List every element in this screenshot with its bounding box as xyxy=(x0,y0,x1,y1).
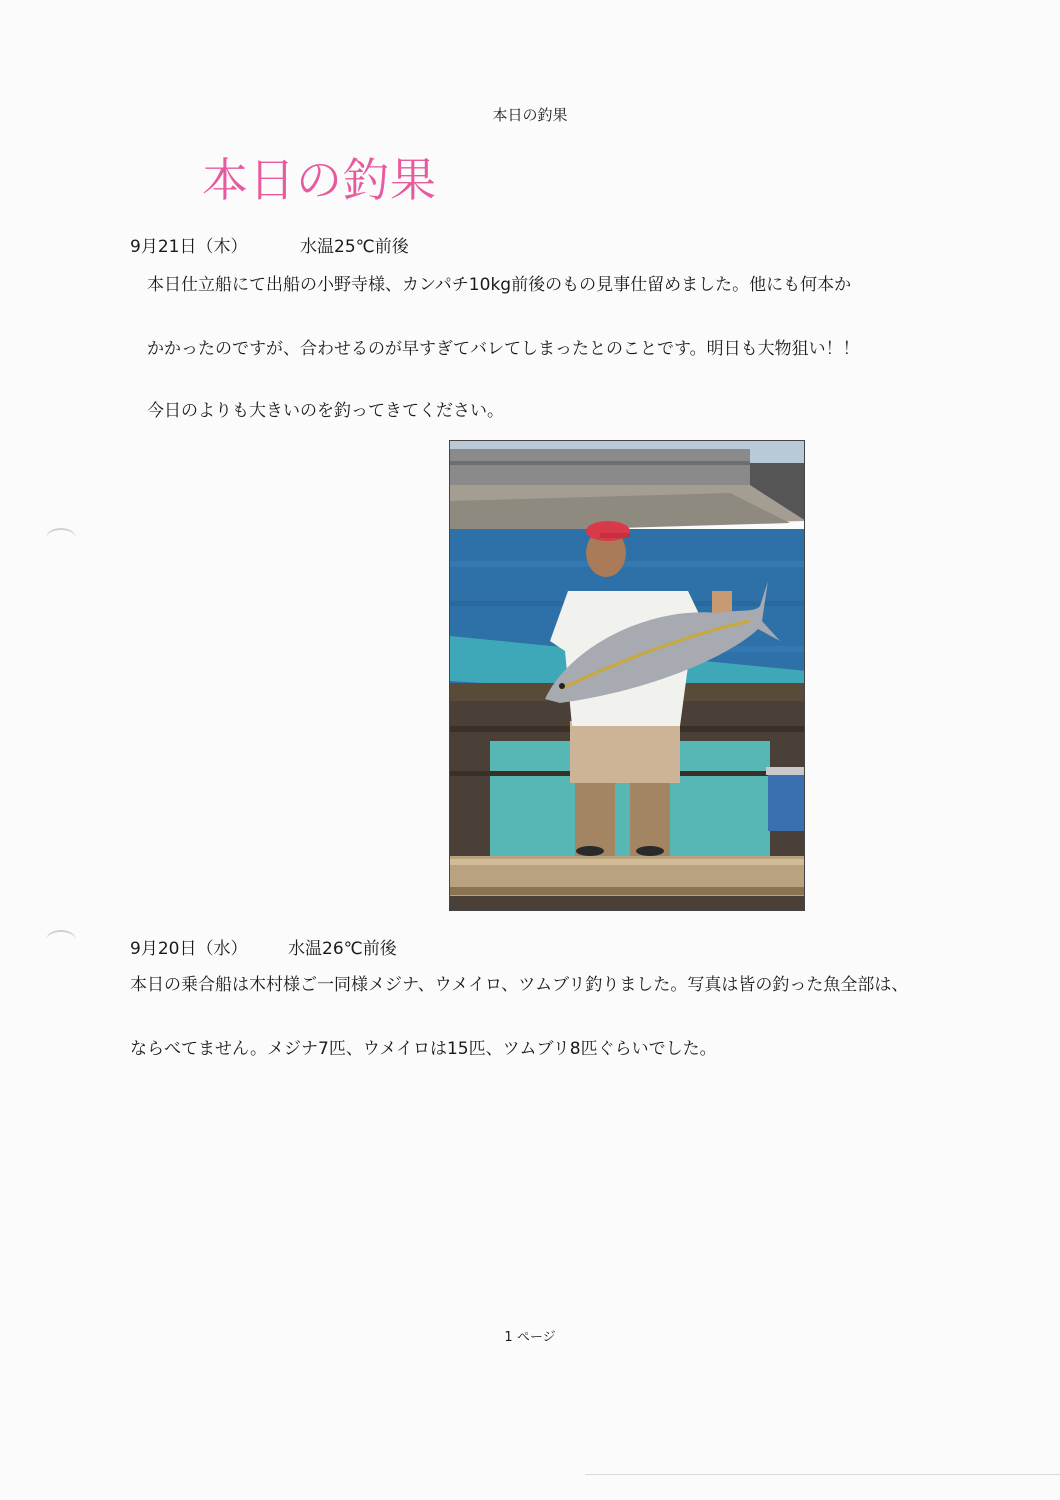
fishing-photo xyxy=(449,440,805,911)
entry-water-temp: 水温25℃前後 xyxy=(300,237,409,257)
entry-paragraph: 本日の乗合船は木村様ご一同様メジナ、ウメイロ、ツムブリ釣りました。写真は皆の釣った魚全部は、 xyxy=(130,975,909,995)
running-header: 本日の釣果 xyxy=(492,106,568,124)
punch-hole-mark xyxy=(46,930,76,950)
entry-paragraph: 本日仕立船にて出船の小野寺様、カンパチ10kg前後のもの見事仕留めました。他にも何本か xyxy=(147,275,852,295)
page-number: 1 ページ xyxy=(504,1330,556,1345)
entry-paragraph: 今日のよりも大きいのを釣ってきてください。 xyxy=(147,401,504,421)
scan-edge-line xyxy=(585,1474,1060,1475)
punch-hole-mark xyxy=(46,528,76,548)
entry-paragraph: ならべてません。メジナ7匹、ウメイロは15匹、ツムブリ8匹ぐらいでした。 xyxy=(130,1039,717,1059)
entry-paragraph: かかったのですが、合わせるのが早すぎてバレてしまったとのことです。明日も大物狙い！！ xyxy=(147,339,860,359)
entry-date: 9月20日（水） xyxy=(130,939,248,959)
entry-date: 9月21日（木） xyxy=(130,237,248,257)
page-title: 本日の釣果 xyxy=(202,153,437,207)
entry-water-temp: 水温26℃前後 xyxy=(288,939,397,959)
